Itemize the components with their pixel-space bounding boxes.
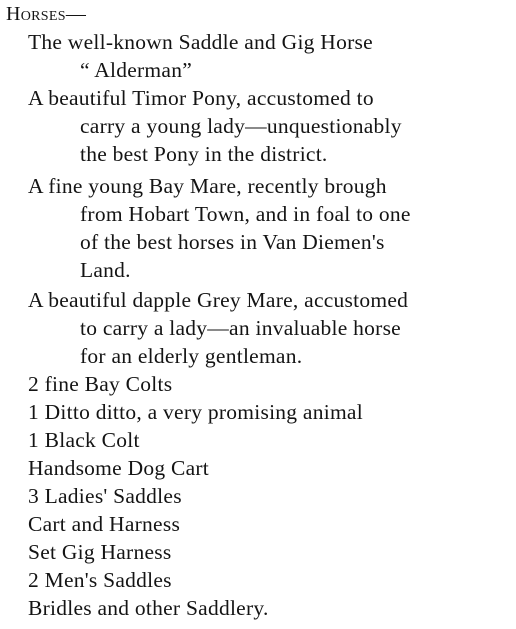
lot-entry-alderman [28,28,373,84]
entry-line: A beautiful dapple Grey Mare, accustomed [28,288,409,312]
list-item: Bridles and other Saddlery. [28,596,269,620]
entry-line: “ Alderman” [80,58,192,82]
entry-line: A beautiful Timor Pony, accustomed to [28,86,374,110]
lot-entry-bay-mare [28,172,411,284]
entry-line: to carry a lady—an invaluable horse [80,316,401,340]
list-item: 2 Men's Saddles [28,568,172,592]
list-item: 1 Ditto ditto, a very promising animal [28,400,363,424]
list-item: 1 Black Colt [28,428,140,452]
entry-line: The well-known Saddle and Gig Horse [28,30,373,54]
entry-line: carry a young lady—unquestionably [80,114,402,138]
list-item: Set Gig Harness [28,540,172,564]
entry-line: A fine young Bay Mare, recently brough [28,174,387,198]
entry-line: the best Pony in the district. [80,142,328,166]
entry-line: from Hobart Town, and in foal to one [80,202,411,226]
items-list [28,370,363,622]
list-item: Cart and Harness [28,512,181,536]
list-item: 3 Ladies' Saddles [28,484,182,508]
lot-entry-grey-mare [28,286,408,370]
entry-line: for an elderly gentleman. [80,344,303,368]
entry-line: Land. [80,258,131,282]
list-item: 2 fine Bay Colts [28,372,173,396]
section-heading: Horses— [6,3,87,25]
list-item: Handsome Dog Cart [28,456,209,480]
lot-entry-timor-pony [28,84,402,168]
entry-line: of the best horses in Van Diemen's [80,230,385,254]
